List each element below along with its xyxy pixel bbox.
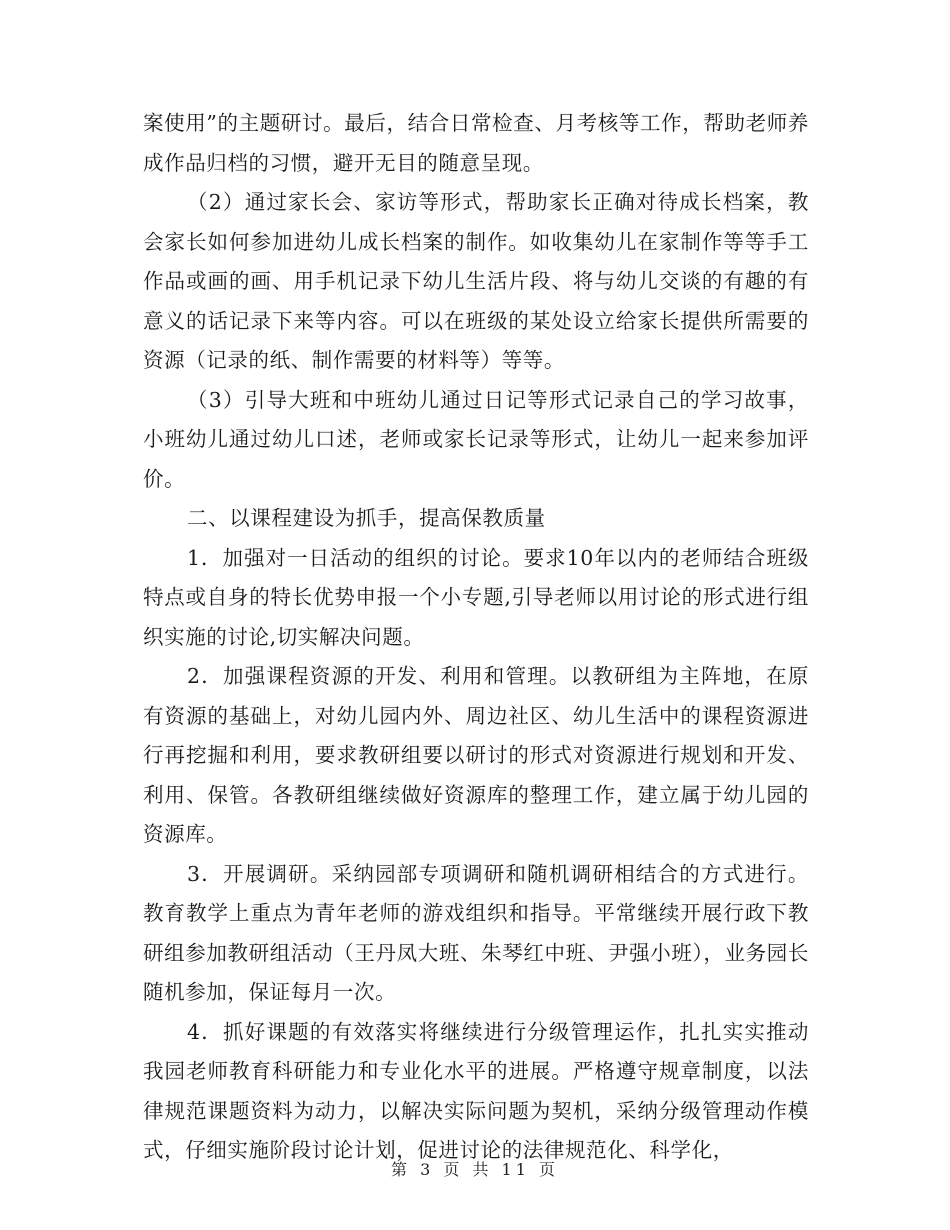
paragraph-continuation: 案使用”的主题研讨。最后，结合日常检查、月考核等工作，帮助老师养成作品归档的习惯，避开无目的随意呈现。 xyxy=(143,111,809,175)
paragraph-point-2: 2．加强课程资源的开发、利用和管理。以教研组为主阵地，在原有资源的基础上，对幼儿园内外、周边社区、幼儿生活中的课程资源进行再挖掘和利用，要求教研组要以研讨的形式对资源进行规划和开发、利用、保管。各教研组继续做好资源库的整理工作，建立属于幼儿园的资源库。 xyxy=(143,664,809,846)
paragraph-point-3: 3．开展调研。采纳园部专项调研和随机调研相结合的方式进行。教育教学上重点为青年老师的游戏组织和指导。平常继续开展行政下教研组参加教研组活动（王丹凤大班、朱琴红中班、尹强小班），业务园长随机参加，保证每月一次。 xyxy=(143,861,809,1004)
section-heading: 二、以课程建设为抓手，提高保教质量 xyxy=(187,506,546,530)
paragraph-item-2: （2）通过家长会、家访等形式，帮助家长正确对待成长档案，教会家长如何参加进幼儿成长档案的制作。如收集幼儿在家制作等等手工作品或画的画、用手机记录下幼儿生活片段、将与幼儿交谈的有趣的有意义的话记录下来等内容。可以在班级的某处设立给家长提供所需要的资源（记录的纸、制作需要的材料等）等等。 xyxy=(143,190,809,372)
paragraph-point-4: 4．抓好课题的有效落实将继续进行分级管理运作，扎扎实实推动我园老师教育科研能力和专业化水平的进展。严格遵守规章制度，以法律规范课题资料为动力，以解决实际问题为契机，采纳分级管理动作模式，仔细实施阶段讨论计划，促进讨论的法律规范化、科学化， xyxy=(143,1019,809,1162)
document-body xyxy=(143,104,809,1171)
paragraph-item-3: （3）引导大班和中班幼儿通过日记等形式记录自己的学习故事，小班幼儿通过幼儿口述，老师或家长记录等形式，让幼儿一起来参加评价。 xyxy=(143,387,809,491)
paragraph-point-1: 1．加强对一日活动的组织的讨论。要求10年以内的老师结合班级特点或自身的特长优势申报一个小专题,引导老师以用讨论的形式进行组织实施的讨论,切实解决问题。 xyxy=(143,545,809,649)
page-number-footer: 第 3 页 共 11 页 xyxy=(391,1160,559,1179)
